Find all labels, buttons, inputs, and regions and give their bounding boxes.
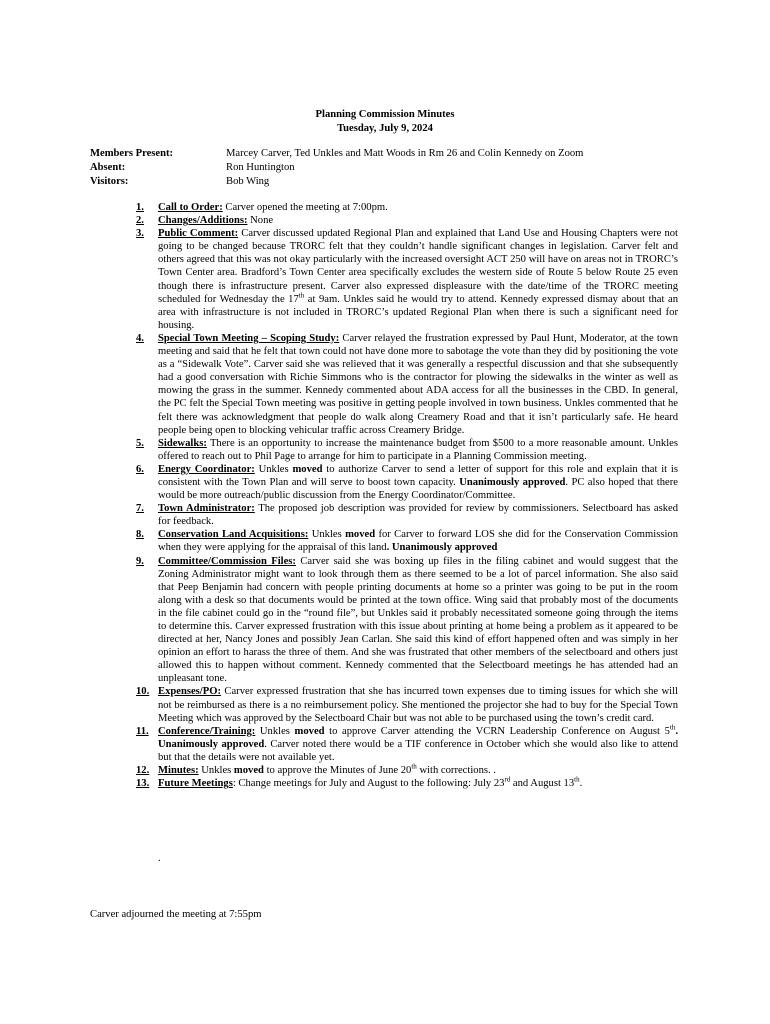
- visitors-value: Bob Wing: [226, 176, 270, 187]
- visitors-label: Visitors:: [90, 176, 129, 187]
- agenda-item: [0, 725, 770, 764]
- vote-result: . Unanimously approved: [158, 725, 679, 750]
- item-body: [158, 463, 678, 502]
- superscript: th: [411, 762, 417, 771]
- item-body: [158, 725, 678, 764]
- item-number: 10.: [136, 686, 150, 698]
- item-body: [158, 685, 678, 724]
- members-present-label: Members Present:: [90, 148, 174, 159]
- item-text: : Change meetings for July and August to the following: July 23: [232, 778, 505, 790]
- item-text: Unkles: [255, 725, 295, 737]
- adjournment-note: Carver adjourned the meeting at 7:55pm: [90, 909, 262, 920]
- item-text: Unkles: [308, 529, 346, 541]
- item-heading: Expenses/PO:: [158, 686, 221, 698]
- item-body: [158, 332, 678, 437]
- item-text: Carver opened the meeting at 7:00pm.: [222, 202, 388, 213]
- agenda-item: [0, 437, 770, 463]
- item-number: 6.: [136, 463, 144, 475]
- item-text-cont: to approve the Minutes of June 20: [263, 765, 412, 777]
- motion-word: moved: [233, 765, 264, 777]
- agenda-item: [0, 528, 770, 554]
- item-body: [158, 764, 678, 777]
- item-body: [158, 502, 678, 528]
- item-heading: Special Town Meeting – Scoping Study:: [158, 332, 340, 344]
- stray-mark: .: [158, 853, 161, 864]
- item-text-end: . Carver noted there would be a TIF conference in October which she would also like to attend but that the details were not available yet.: [158, 738, 678, 763]
- agenda-item: [0, 332, 770, 437]
- item-number: 7.: [136, 503, 144, 515]
- item-heading: Conference/Training:: [158, 725, 256, 737]
- item-text-cont: and August 13: [510, 778, 575, 790]
- item-heading: Committee/Commission Files:: [158, 555, 296, 567]
- item-number: 12.: [136, 765, 150, 777]
- item-heading: Minutes:: [158, 765, 199, 777]
- motion-word: moved: [345, 529, 376, 541]
- item-heading: Energy Coordinator:: [158, 463, 255, 475]
- item-number: 11.: [136, 725, 149, 737]
- item-number: 3.: [136, 228, 144, 240]
- item-heading: Conservation Land Acquisitions:: [158, 529, 309, 541]
- attendance-block: [90, 147, 710, 189]
- absent-value: Ron Huntington: [226, 162, 295, 173]
- agenda-item: [0, 201, 770, 214]
- visitors-row: [90, 175, 710, 189]
- item-text-cont: to authorize Carver to send a letter of support for this role and explain that it is consistent with the Town Plan and will serve to boost town capacity.: [158, 463, 678, 488]
- item-heading: Public Comment:: [158, 228, 239, 240]
- item-number: 2.: [136, 215, 144, 227]
- item-body: [158, 437, 678, 463]
- item-body: [158, 528, 678, 554]
- item-text: Unkles: [198, 765, 234, 777]
- motion-word: moved: [292, 463, 323, 475]
- item-text: The proposed job description was provided for review by commissioners. Selectboard has asked for feedback.: [158, 503, 678, 528]
- members-present-value: Marcey Carver, Ted Unkles and Matt Woods in Rm 26 and Colin Kennedy on Zoom: [226, 148, 584, 159]
- item-body: [158, 214, 678, 227]
- agenda-list: [0, 201, 770, 790]
- superscript: th: [574, 775, 580, 784]
- absent-label: Absent:: [90, 162, 126, 173]
- superscript: rd: [504, 775, 511, 784]
- item-text-end: with corrections. .: [416, 765, 496, 777]
- item-text: Carver expressed frustration that she has incurred town expenses due to timing issues for which she will not be reimbursed as there is a no reimbursement policy. She mentioned the projector she had to buy for the Special Town Meeting which was approved by the Selectboard Chair but was not able to be purchased using the town’s credit card.: [158, 686, 678, 724]
- item-body: [158, 201, 678, 214]
- item-number: 5.: [136, 437, 144, 449]
- item-text: Carver discussed updated Regional Plan and explained that Land Use and Housing Chapters were not going to be changed because TRORC felt that they couldn’t handle significant changes in legislation. Carver felt and others agreed that this was not okay particularly with the increased oversight ACT 250 will have on areas not in TRORC’s Town Center area. Bradford’s Town Center area specifically excludes the western side of Route 5 below Route 25 even though there is infrastructure present. Carver also expressed displeasure with the date/time of the TRORC meeting scheduled for Wednesday the 17: [158, 228, 678, 305]
- item-text: There is an opportunity to increase the maintenance budget from $500 to a more reasonable amount. Unkles offered to reach out to Phil Page to arrange for him to participate in a Planning Commission meeting.: [158, 437, 678, 462]
- item-text: Carver relayed the frustration expressed by Paul Hunt, Moderator, at the town meeting and said that he felt that town could not have done more to sabotage the vote than they did by positioning the vote as a “Sidewalk Vote”. Carver said she was relieved that it was generally a respectful discussion and that she subsequently had a good conversation with Richie Simmons who is the contractor for plowing the sidewalks in the winter as well as mowing the grass in the summer. Kennedy commented about ADA access for all the businesses in the CBD. In general, the PC felt the Special Town meeting was positive in getting people involved in town business. Unkles commented that he felt there was acknowledgment that people do walk along Creamery Road and that it isn’t particularly safe. He heard people being open to blocking vehicular traffic across Creamery Bridge.: [158, 332, 679, 436]
- superscript: th: [669, 723, 676, 732]
- item-heading: Town Administrator:: [158, 503, 255, 515]
- item-number: 4.: [136, 332, 144, 344]
- item-text-end: . PC also hoped that there would be more outreach/public discussion from the Energy Coordinator/Committee.: [158, 476, 678, 502]
- item-heading: Future Meetings: [158, 778, 233, 790]
- vote-result: Unanimously approved: [459, 476, 566, 488]
- item-body: [158, 227, 678, 332]
- item-heading: Changes/Additions:: [158, 215, 248, 227]
- agenda-item: [0, 502, 770, 528]
- agenda-item: [0, 764, 770, 777]
- title-line-1: Planning Commission Minutes: [315, 109, 455, 120]
- item-text: Unkles: [254, 463, 293, 475]
- agenda-item: [0, 463, 770, 502]
- item-text-end: .: [579, 778, 583, 790]
- document-title: [0, 108, 770, 136]
- item-number: 9.: [136, 555, 144, 567]
- item-text-cont: at 9am. Unkles said he would try to attend. Kennedy expressed dismay about that an area with infrastructure is not included in TRORC’s updated Regional Plan when there is such a significant need for housing.: [158, 293, 678, 331]
- agenda-item: [0, 777, 770, 790]
- item-number: 1.: [136, 202, 144, 213]
- item-text: Carver said she was boxing up files in the filing cabinet and would suggest that the Zoning Administrator might want to look through them as there seemed to be a lot of parcel information. She also said that Peep Benjamin had concern with people printing documents at home so a printer was going to be put in the room along with a desk so that documents would be printed at the town office. Wing said that probably most of the documents in the file cabinet could go in the “round file”, but Unkles said it probably necessitated someone going through the items to determine this. Carver expressed frustration with this issue about printing at home being a problem as it appeared to be directed at her, Nancy Jones and possibly Jean Carlan. She said this kind of effort happened often and was simply in her opinion an effort to harass the three of them. And she was frustrated that other members of the selectboard and others just allowed this to happen without comment. Kennedy commented that the Selectboard meetings he has attended had an unpleasant tone.: [158, 555, 679, 685]
- item-heading: Call to Order:: [158, 202, 223, 213]
- item-body: [158, 555, 678, 686]
- agenda-item: [0, 214, 770, 227]
- item-heading: Sidewalks:: [158, 437, 207, 449]
- title-line-2: Tuesday, July 9, 2024: [337, 123, 433, 134]
- item-text-cont: for Carver to forward LOS she did for the Conservation Commission when they were applying for the appraisal of this land: [158, 529, 679, 554]
- item-text: None: [247, 215, 274, 227]
- item-text-cont: to approve Carver attending the VCRN Leadership Conference on August 5: [324, 725, 670, 737]
- vote-result: . Unanimously approved: [386, 542, 498, 554]
- superscript: th: [298, 291, 305, 300]
- agenda-item: [0, 555, 770, 686]
- agenda-item: [0, 227, 770, 332]
- members-present-row: [90, 147, 710, 161]
- item-number: 8.: [136, 529, 144, 541]
- motion-word: moved: [294, 725, 325, 737]
- absent-row: [90, 161, 710, 175]
- agenda-item: [0, 685, 770, 724]
- item-body: [158, 777, 678, 790]
- item-number: 13.: [136, 778, 150, 790]
